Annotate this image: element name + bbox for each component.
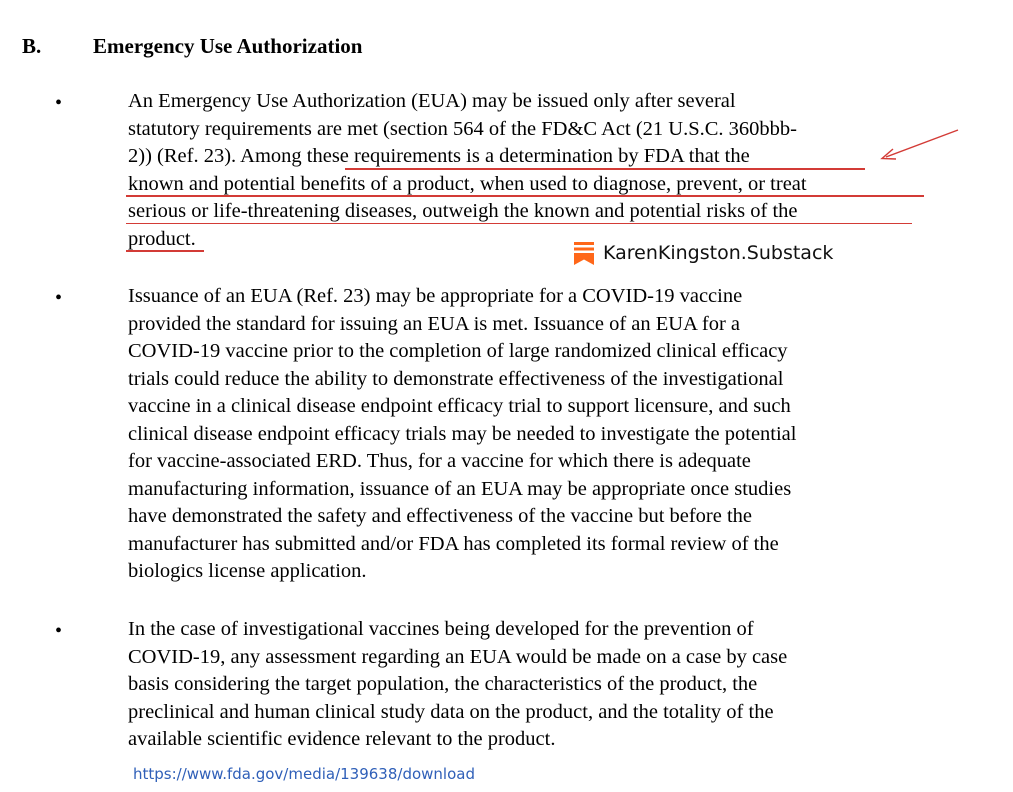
substack-icon (574, 242, 594, 265)
bullet-1-line-2: statutory requirements are met (section 564 of the FD&C Act (21 U.S.C. 360bbb- (128, 117, 797, 140)
bullet-2-line-6: clinical disease endpoint efficacy trials may be needed to investigate the potential (128, 422, 797, 445)
bullet-1-line-4: known and potential benefits of a product, when used to diagnose, prevent, or treat (128, 172, 807, 195)
section-letter: B. (22, 34, 42, 58)
bullet-2-line-4: trials could reduce the ability to demonstrate effectiveness of the investigational (128, 367, 784, 390)
bullet-2-line-7: for vaccine-associated ERD. Thus, for a vaccine for which there is adequate (128, 450, 751, 472)
bullet-marker (55, 96, 69, 110)
highlight-underline (126, 250, 204, 252)
substack-watermark (574, 240, 833, 266)
bullet-2-line-3: COVID-19 vaccine prior to the completion of large randomized clinical efficacy (128, 340, 788, 362)
bullet-2-line-8: manufacturing information, issuance of an EUA may be appropriate once studies (128, 477, 792, 500)
bullet-2-line-9: have demonstrated the safety and effectiveness of the vaccine but before the (128, 505, 753, 527)
bullet-1-line-6: product. (128, 227, 196, 250)
highlight-underline (126, 223, 912, 225)
bullet-2-line-1: Issuance of an EUA (Ref. 23) may be appropriate for a COVID-19 vaccine (128, 285, 743, 307)
bullet-2-line-5: vaccine in a clinical disease endpoint efficacy trial to support licensure, and such (128, 395, 791, 417)
bullet-3-line-2: COVID-19, any assessment regarding an EUA would be made on a case by case (128, 645, 788, 668)
bullet-3-line-1: In the case of investigational vaccines being developed for the prevention of (128, 618, 754, 640)
bullet-2-line-11: biologics license application. (128, 560, 367, 582)
bullet-1-line-1: An Emergency Use Authorization (EUA) may be issued only after several (128, 90, 736, 112)
bullet-2-line-2: provided the standard for issuing an EUA is met. Issuance of an EUA for a (128, 312, 741, 335)
bullet-marker (55, 624, 69, 638)
bullet-3-line-4: preclinical and human clinical study data on the product, and the totality of the (128, 700, 774, 723)
bullet-marker (55, 291, 69, 305)
watermark-text: KarenKingston.Substack (603, 242, 834, 264)
bullet-1-line-3: 2)) (Ref. 23). Among these requirements is a determination by FDA that the (128, 145, 750, 167)
source-link[interactable]: https://www.fda.gov/media/139638/download (133, 765, 475, 783)
bullet-3-line-5: available scientific evidence relevant to the product. (128, 728, 556, 750)
highlight-underline (126, 195, 924, 197)
section-title: Emergency Use Authorization (93, 34, 363, 58)
bullet-2-line-10: manufacturer has submitted and/or FDA has completed its formal review of the (128, 532, 779, 555)
highlight-underline (345, 168, 865, 170)
bullet-3-line-3: basis considering the target population, the characteristics of the product, the (128, 673, 758, 695)
bullet-1-line-5: serious or life-threatening diseases, outweigh the known and potential risks of the (128, 200, 798, 222)
